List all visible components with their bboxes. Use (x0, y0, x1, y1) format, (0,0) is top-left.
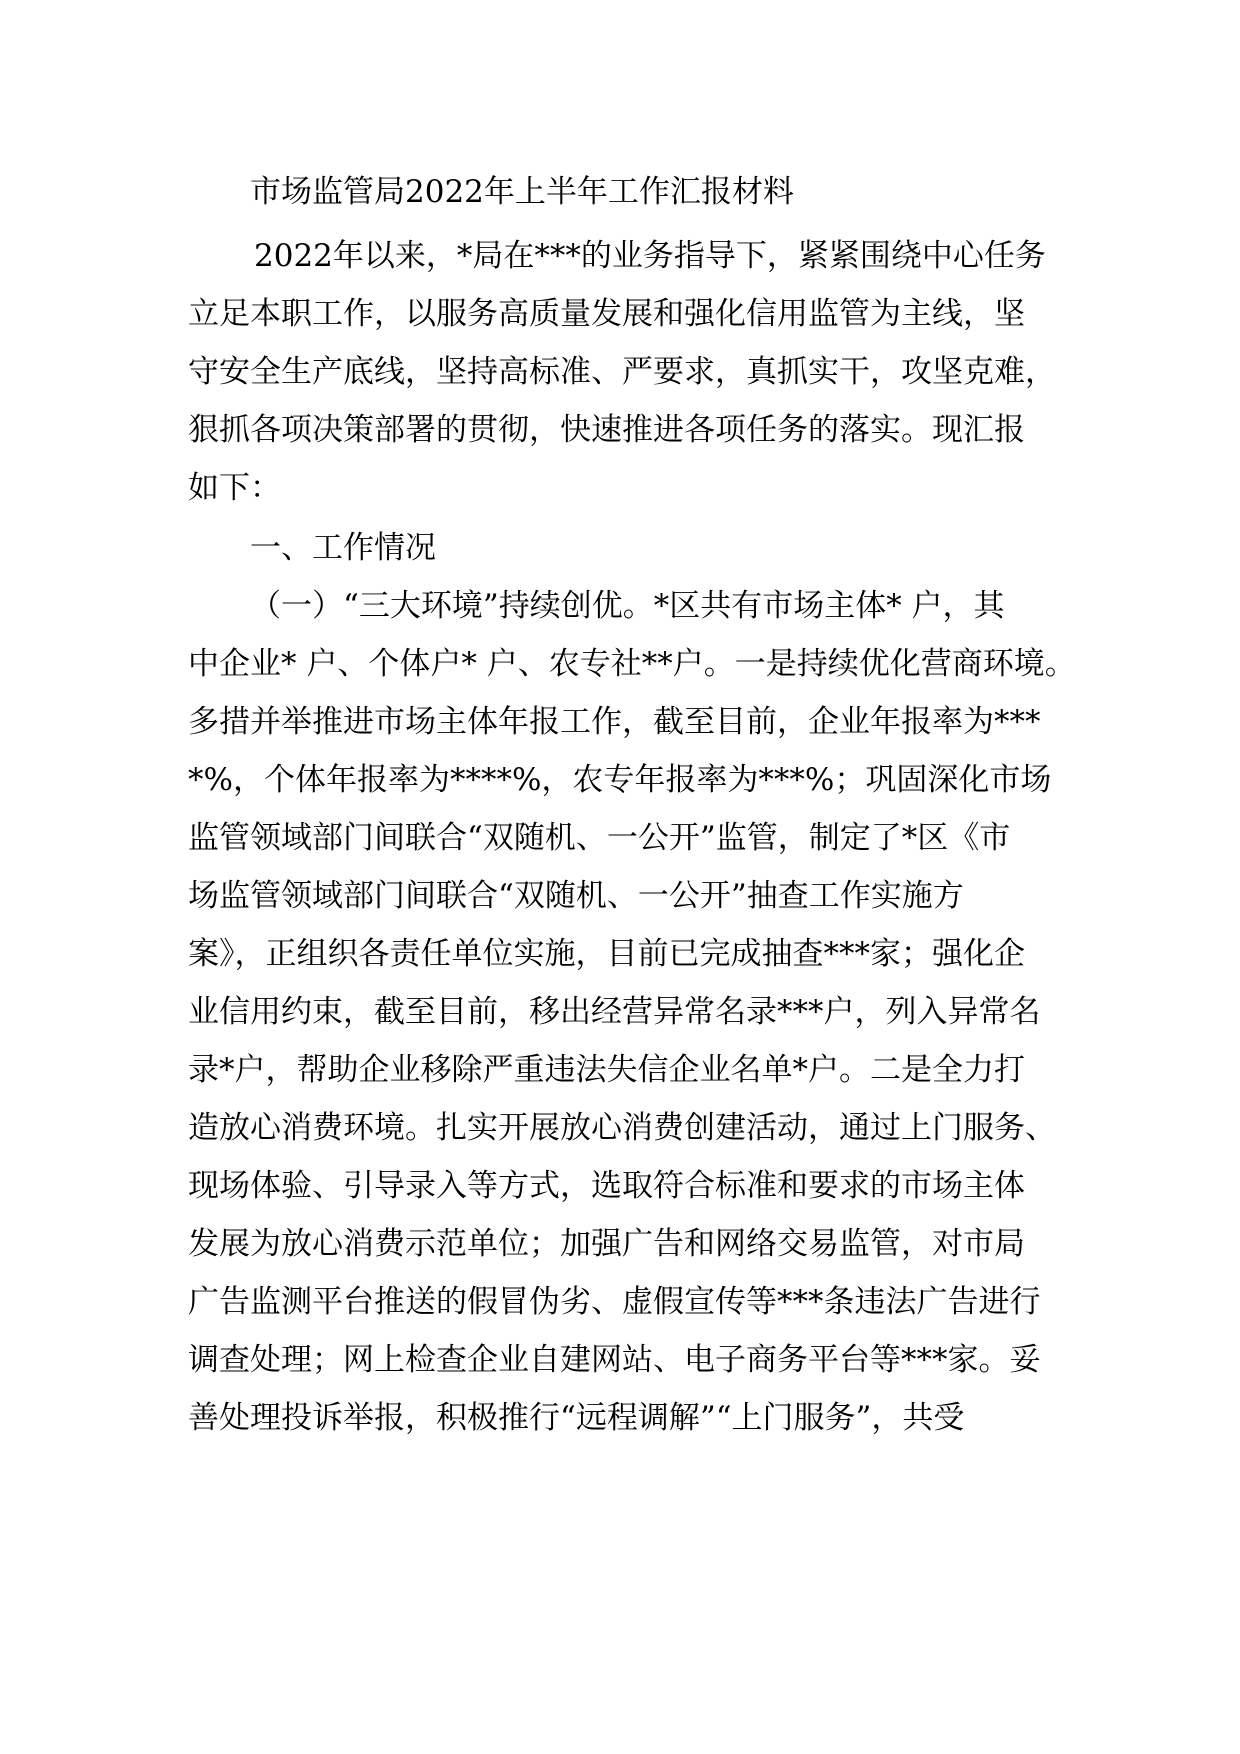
paragraph-line: 立足本职工作，以服务高质量发展和强化信用监管为主线，坚 (188, 296, 1025, 332)
paragraph-line: 业信用约束，截至目前，移出经营异常名录***户，列入异常名 (188, 994, 1041, 1030)
paragraph-line: 2022年以来，*局在***的业务指导下，紧紧围绕中心任务 (254, 238, 1046, 274)
paragraph-line: 发展为放心消费示范单位；加强广告和网络交易监管，对市局 (188, 1226, 1025, 1262)
paragraph-line: 调查处理；网上检查企业自建网站、电子商务平台等***家。妥 (188, 1342, 1041, 1378)
paragraph-line: 场监管领域部门间联合“双随机、一公开”抽查工作实施方 (188, 878, 964, 914)
paragraph-line: 录*户，帮助企业移除严重违法失信企业名单*户。二是全力打 (188, 1052, 1025, 1088)
paragraph-line: 监管领域部门间联合“双随机、一公开”监管，制定了*区《市 (188, 820, 1011, 856)
paragraph-line: 造放心消费环境。扎实开展放心消费创建活动，通过上门服务、 (188, 1110, 1056, 1146)
paragraph-line: 守安全生产底线，坚持高标准、严要求，真抓实干，攻坚克难， (188, 354, 1056, 390)
paragraph-line: 狠抓各项决策部署的贯彻，快速推进各项任务的落实。现汇报 (188, 412, 1025, 448)
paragraph-line: 多措并举推进市场主体年报工作，截至目前，企业年报率为*** (188, 704, 1041, 740)
paragraph-line: 善处理投诉举报，积极推行“远程调解”“上门服务”，共受 (188, 1400, 965, 1436)
paragraph-line: 现场体验、引导录入等方式，选取符合标准和要求的市场主体 (188, 1168, 1025, 1204)
paragraph-line: 广告监测平台推送的假冒伪劣、虚假宣传等***条违法广告进行 (188, 1284, 1041, 1320)
paragraph-line: *%，个体年报率为****%，农专年报率为***%；巩固深化市场 (188, 762, 1052, 798)
paragraph-line: 如下： (188, 470, 281, 506)
section-heading: 一、工作情况 (250, 530, 436, 566)
document-title: 市场监管局2022年上半年工作汇报材料 (250, 174, 794, 210)
paragraph-line: 中企业* 户、个体户* 户、农专社**户。一是持续优化营商环境。 (188, 646, 1076, 682)
paragraph-line: 案》，正组织各责任单位实施，目前已完成抽查***家；强化企 (188, 936, 1025, 972)
paragraph-line: （一）“三大环境”持续创优。*区共有市场主体* 户，其 (250, 588, 1005, 624)
